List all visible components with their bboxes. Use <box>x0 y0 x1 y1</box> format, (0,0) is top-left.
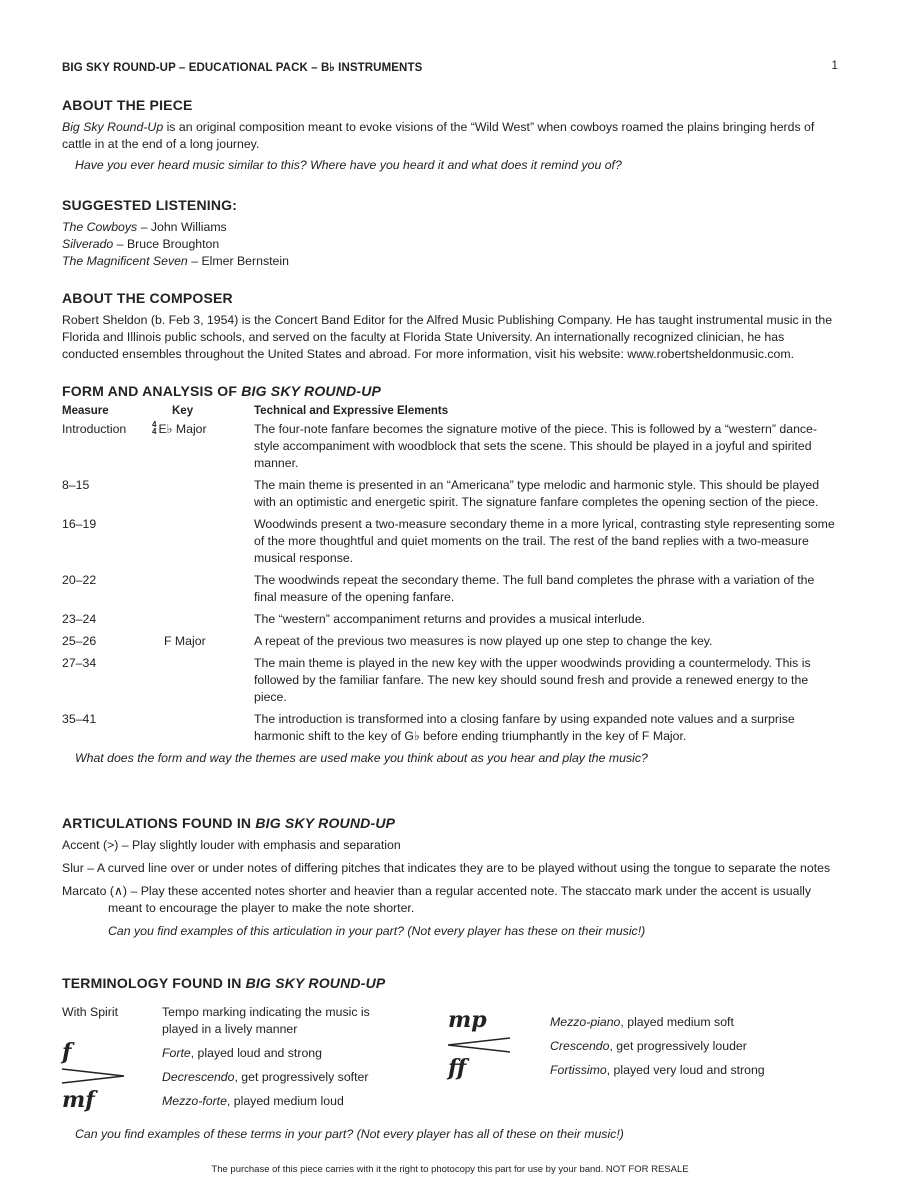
terminology-question: Can you find examples of these terms in your part? (Not every player has all of these on their music!) <box>75 1127 624 1141</box>
key-cell <box>152 477 254 516</box>
def-fortissimo: Fortissimo, played very loud and strong <box>550 1063 765 1077</box>
articulations-section <box>62 815 838 946</box>
about-piece-question: Have you ever heard music similar to this? Where have you heard it and what does it remind you of? <box>75 158 622 172</box>
footer-notice: The purchase of this piece carries with it the right to photocopy this part for use by your band. NOT FOR RESALE <box>211 1164 689 1175</box>
articulations-question: Can you find examples of this articulation in your part? (Not every player has these on their music!) <box>108 924 646 938</box>
table-row <box>62 421 838 477</box>
page-number: 1 <box>831 60 838 72</box>
measure-cell: 16–19 <box>62 517 97 531</box>
key-cell <box>152 572 254 611</box>
form-question: What does the form and way the themes are used make you think about as you hear and play the music? <box>75 751 648 765</box>
def-mezzo-forte: Mezzo-forte, played medium loud <box>162 1094 344 1108</box>
col-key: Key <box>172 405 194 417</box>
page-header <box>62 60 838 74</box>
elements-cell: The main theme is presented in an “Americana” type melodic and harmonic style. This should be played with an optimistic and energetic spirit. The signature fanfare completes the opening section of the piece. <box>254 478 820 509</box>
col-measure: Measure <box>62 405 109 417</box>
table-row <box>62 633 838 655</box>
about-piece-section <box>62 97 838 174</box>
table-row <box>62 611 838 633</box>
col-elements: Technical and Expressive Elements <box>254 405 449 417</box>
form-section <box>62 383 838 767</box>
terminology-section <box>62 975 838 997</box>
elements-cell: The main theme is played in the new key with the upper woodwinds providing a countermelody. This is followed by the familiar fanfare. The new key should sound fresh and provide a renewed energy to the piece. <box>254 656 811 704</box>
decrescendo-hairpin-icon <box>62 1068 126 1084</box>
key-cell <box>152 611 254 633</box>
term-with-spirit: With Spirit <box>62 1005 119 1019</box>
listening-item: The Cowboys – John Williams <box>62 220 227 234</box>
listening-item: The Magnificent Seven – Elmer Bernstein <box>62 254 289 268</box>
articulation-item: Accent (>) – Play slightly louder with emphasis and separation <box>62 838 401 852</box>
listening-item: Silverado – Bruce Broughton <box>62 237 220 251</box>
listening-section <box>62 197 838 270</box>
measure-cell: 27–34 <box>62 656 97 670</box>
elements-cell: Woodwinds present a two-measure secondary theme in a more lyrical, contrasting style representing some of the more thoughtful and quiet moments on the trail. The rest of the band replies with a two-measure musical response. <box>254 517 835 565</box>
table-row <box>62 655 838 711</box>
key-cell <box>152 655 254 711</box>
terminology-heading: TERMINOLOGY FOUND IN BIG SKY ROUND-UP <box>62 975 386 991</box>
form-heading: FORM AND ANALYSIS OF BIG SKY ROUND-UP <box>62 383 382 399</box>
crescendo-hairpin-icon <box>448 1037 512 1053</box>
articulation-item: Slur – A curved line over or under notes of differing pitches that indicates they are to be played without using the tongue to separate the notes <box>62 861 831 875</box>
mezzo-piano-symbol: mp <box>448 1007 487 1033</box>
table-row <box>62 572 838 611</box>
def-with-spirit: Tempo marking indicating the music is played in a lively manner <box>162 1005 370 1036</box>
header-title: BIG SKY ROUND-UP – EDUCATIONAL PACK – B♭ INSTRUMENTS <box>62 62 423 74</box>
form-table <box>62 405 838 750</box>
elements-cell: The woodwinds repeat the secondary theme. The full band completes the phrase with a variation of the final measure of the opening fanfare. <box>254 573 815 604</box>
time-signature: 4 4 <box>152 420 157 436</box>
form-table-header <box>62 405 838 421</box>
def-mezzo-piano: Mezzo-piano, played medium soft <box>550 1015 734 1029</box>
listening-heading: SUGGESTED LISTENING: <box>62 197 238 213</box>
measure-cell: 20–22 <box>62 573 97 587</box>
forte-symbol: f <box>62 1039 72 1065</box>
elements-cell: The introduction is transformed into a closing fanfare by using expanded note values and a surprise harmonic shift to the key of G♭ before ending triumphantly in the key of F Major. <box>254 712 795 743</box>
composer-heading: ABOUT THE COMPOSER <box>62 290 233 306</box>
measure-cell: 8–15 <box>62 478 90 492</box>
measure-cell: 35–41 <box>62 712 97 726</box>
composer-body: Robert Sheldon (b. Feb 3, 1954) is the Concert Band Editor for the Alfred Music Publishing Company. He has taught instrumental music in the Florida and Illinois public schools, and served on the faculty at Florida State University. An internationally recognized clinician, he has conducted ensembles throughout the United States and abroad. For more information, visit his website: www.robertsheldonmusic.com. <box>62 313 833 361</box>
elements-cell: A repeat of the previous two measures is now played up one step to change the key. <box>254 634 713 648</box>
articulation-item: Marcato (∧) – Play these accented notes shorter and heavier than a regular accented note. The staccato mark under the accent is usually meant to encourage the player to make the note shorter. <box>62 884 812 915</box>
key-cell <box>152 711 254 750</box>
def-decrescendo: Decrescendo, get progressively softer <box>162 1070 369 1084</box>
table-row <box>62 711 838 750</box>
mezzo-forte-symbol: mf <box>62 1087 95 1113</box>
articulations-heading: ARTICULATIONS FOUND IN BIG SKY ROUND-UP <box>62 815 396 831</box>
def-crescendo: Crescendo, get progressively louder <box>550 1039 747 1053</box>
table-row <box>62 516 838 572</box>
measure-cell: 25–26 <box>62 634 97 648</box>
about-piece-body: Big Sky Round-Up is an original composition meant to evoke visions of the “Wild West” when cowboys roamed the plains bringing herds of cattle in at the end of a long journey. <box>62 120 815 151</box>
elements-cell: The “western” accompaniment returns and provides a musical interlude. <box>254 612 645 626</box>
table-row <box>62 477 838 516</box>
elements-cell: The four-note fanfare becomes the signature motive of the piece. This is followed by a “western” dance-style accompaniment with woodblock that sets the scene. This should be played in a joyful and spirited manner. <box>254 422 817 470</box>
def-forte: Forte, played loud and strong <box>162 1046 322 1060</box>
measure-cell: Introduction <box>62 422 127 436</box>
measure-cell: 23–24 <box>62 612 97 626</box>
fortissimo-symbol: ff <box>448 1055 467 1081</box>
about-piece-heading: ABOUT THE PIECE <box>62 97 193 113</box>
key-cell: F Major <box>164 634 206 648</box>
key-cell <box>152 516 254 572</box>
composer-section <box>62 290 838 363</box>
key-cell: 4 4 E♭ Major <box>152 420 207 436</box>
